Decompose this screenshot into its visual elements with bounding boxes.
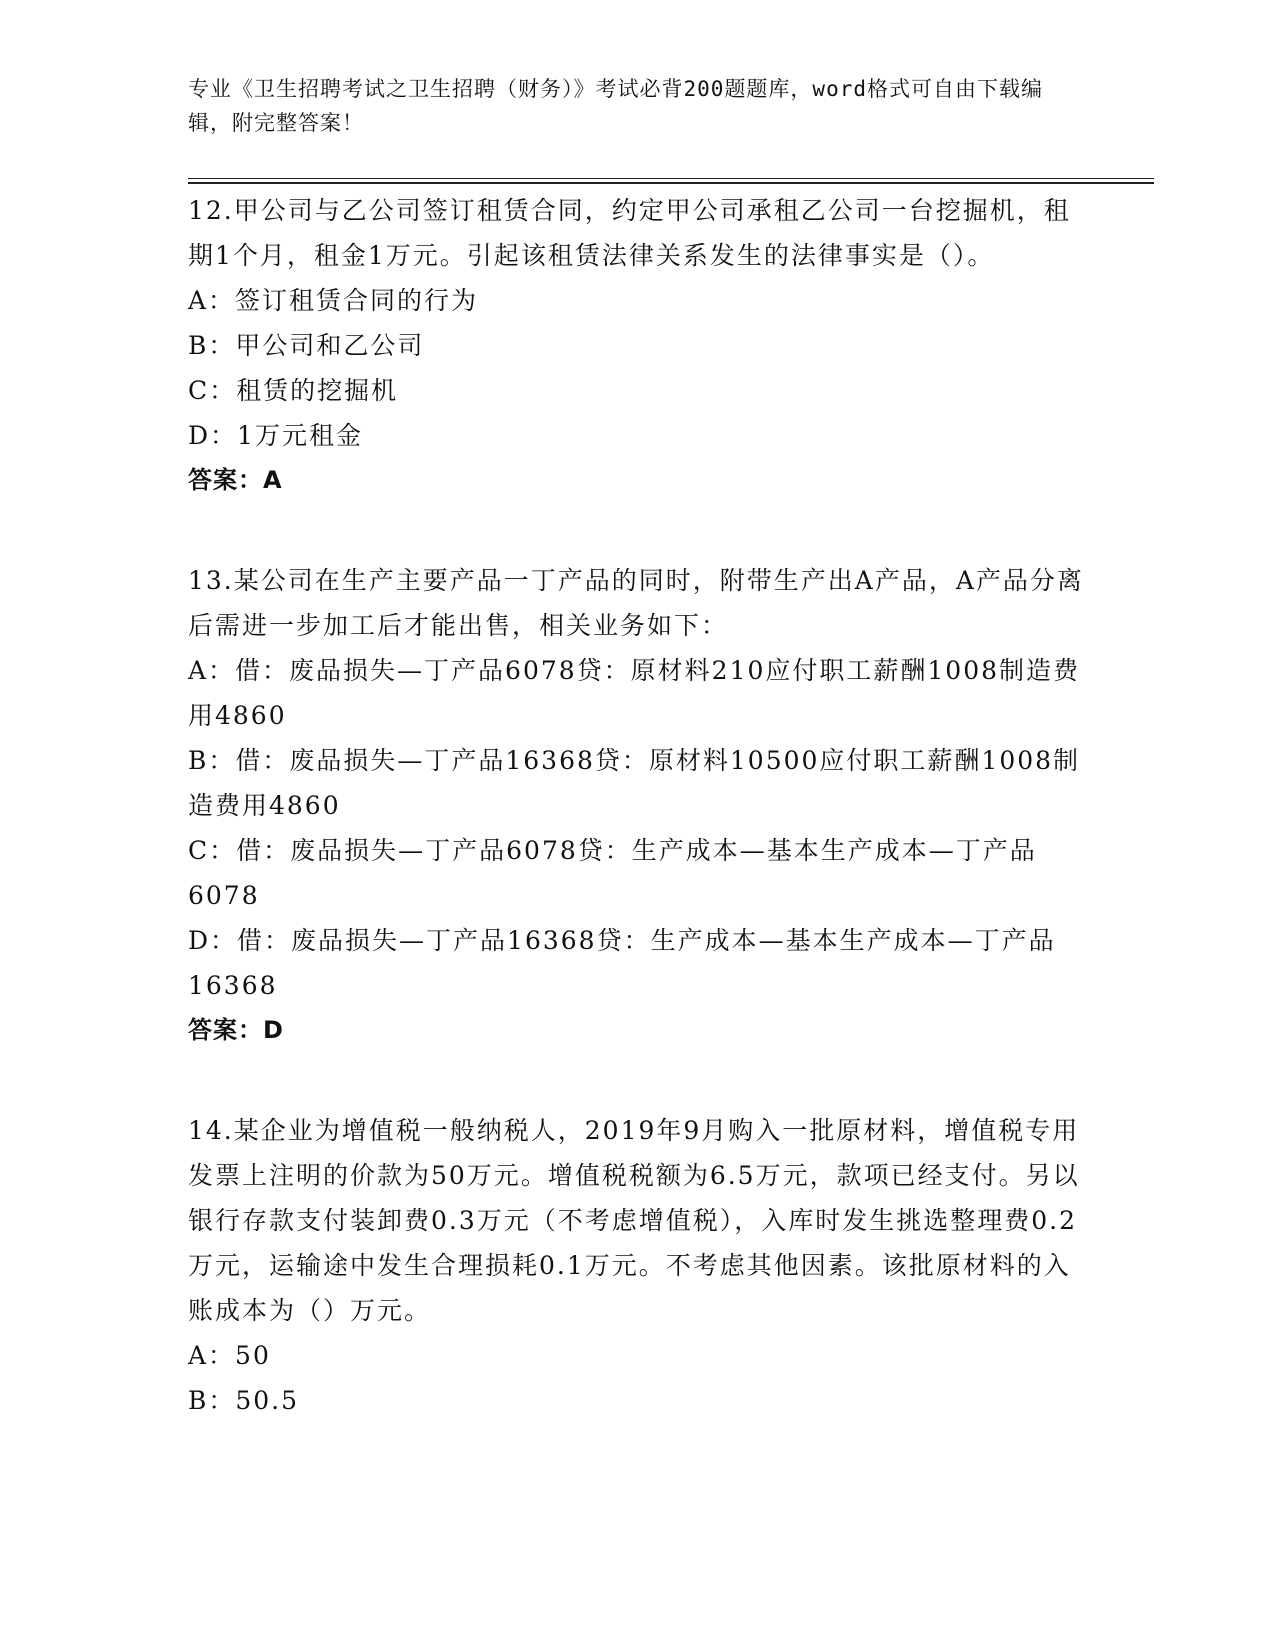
option-a: A：50 [188,1341,271,1370]
question-list [188,188,1088,1423]
question-12 [188,188,1088,503]
answer-value: A [263,466,283,494]
answer-value: D [263,1016,284,1044]
answer-label: 答案： [188,466,263,494]
option-b: B：借：废品损失—丁产品16368贷：原材料10500应付职工薪酬1008制造费用4860 [188,746,1081,820]
option-d: D：借：废品损失—丁产品16368贷：生产成本—基本生产成本—丁产品16368 [188,926,1056,1000]
question-text: 14.某企业为增值税一般纳税人，2019年9月购入一批原材料，增值税专用发票上注明的价款为50万元。增值税税额为6.5万元，款项已经支付。另以银行存款支付装卸费0.3万元（不考虑增值税），入库时发生挑选整理费0.2万元，运输途中发生合理损耗0.1万元。不考虑其他因素。该批原材料的入账成本为（）万元。 [188,1116,1080,1325]
question-spacer [188,1053,1088,1108]
answer-line [188,458,1088,503]
answer-line [188,1008,1088,1053]
question-text: 12.甲公司与乙公司签订租赁合同，约定甲公司承租乙公司一台挖掘机，租期1个月，租金1万元。引起该租赁法律关系发生的法律事实是（）。 [188,196,1071,270]
option-a: A：借：废品损失—丁产品6078贷：原材料210应付职工薪酬1008制造费用4860 [188,656,1081,730]
option-c: C：租赁的挖掘机 [188,376,399,405]
option-a: A：签订租赁合同的行为 [188,286,479,315]
question-text: 13.某公司在生产主要产品一丁产品的同时，附带生产出A产品，A产品分离后需进一步加工后才能出售，相关业务如下： [188,566,1084,640]
question-13 [188,558,1088,1053]
option-b: B：50.5 [188,1386,300,1415]
option-b: B：甲公司和乙公司 [188,331,425,360]
option-d: D：1万元租金 [188,421,363,450]
option-c: C：借：废品损失—丁产品6078贷：生产成本—基本生产成本—丁产品6078 [188,836,1037,910]
answer-label: 答案： [188,1016,263,1044]
question-spacer [188,503,1088,558]
header-divider [188,178,1154,184]
question-14 [188,1108,1088,1423]
document-header: 专业《卫生招聘考试之卫生招聘（财务）》考试必背200题题库，word格式可自由下载编辑，附完整答案！ [188,77,1043,135]
